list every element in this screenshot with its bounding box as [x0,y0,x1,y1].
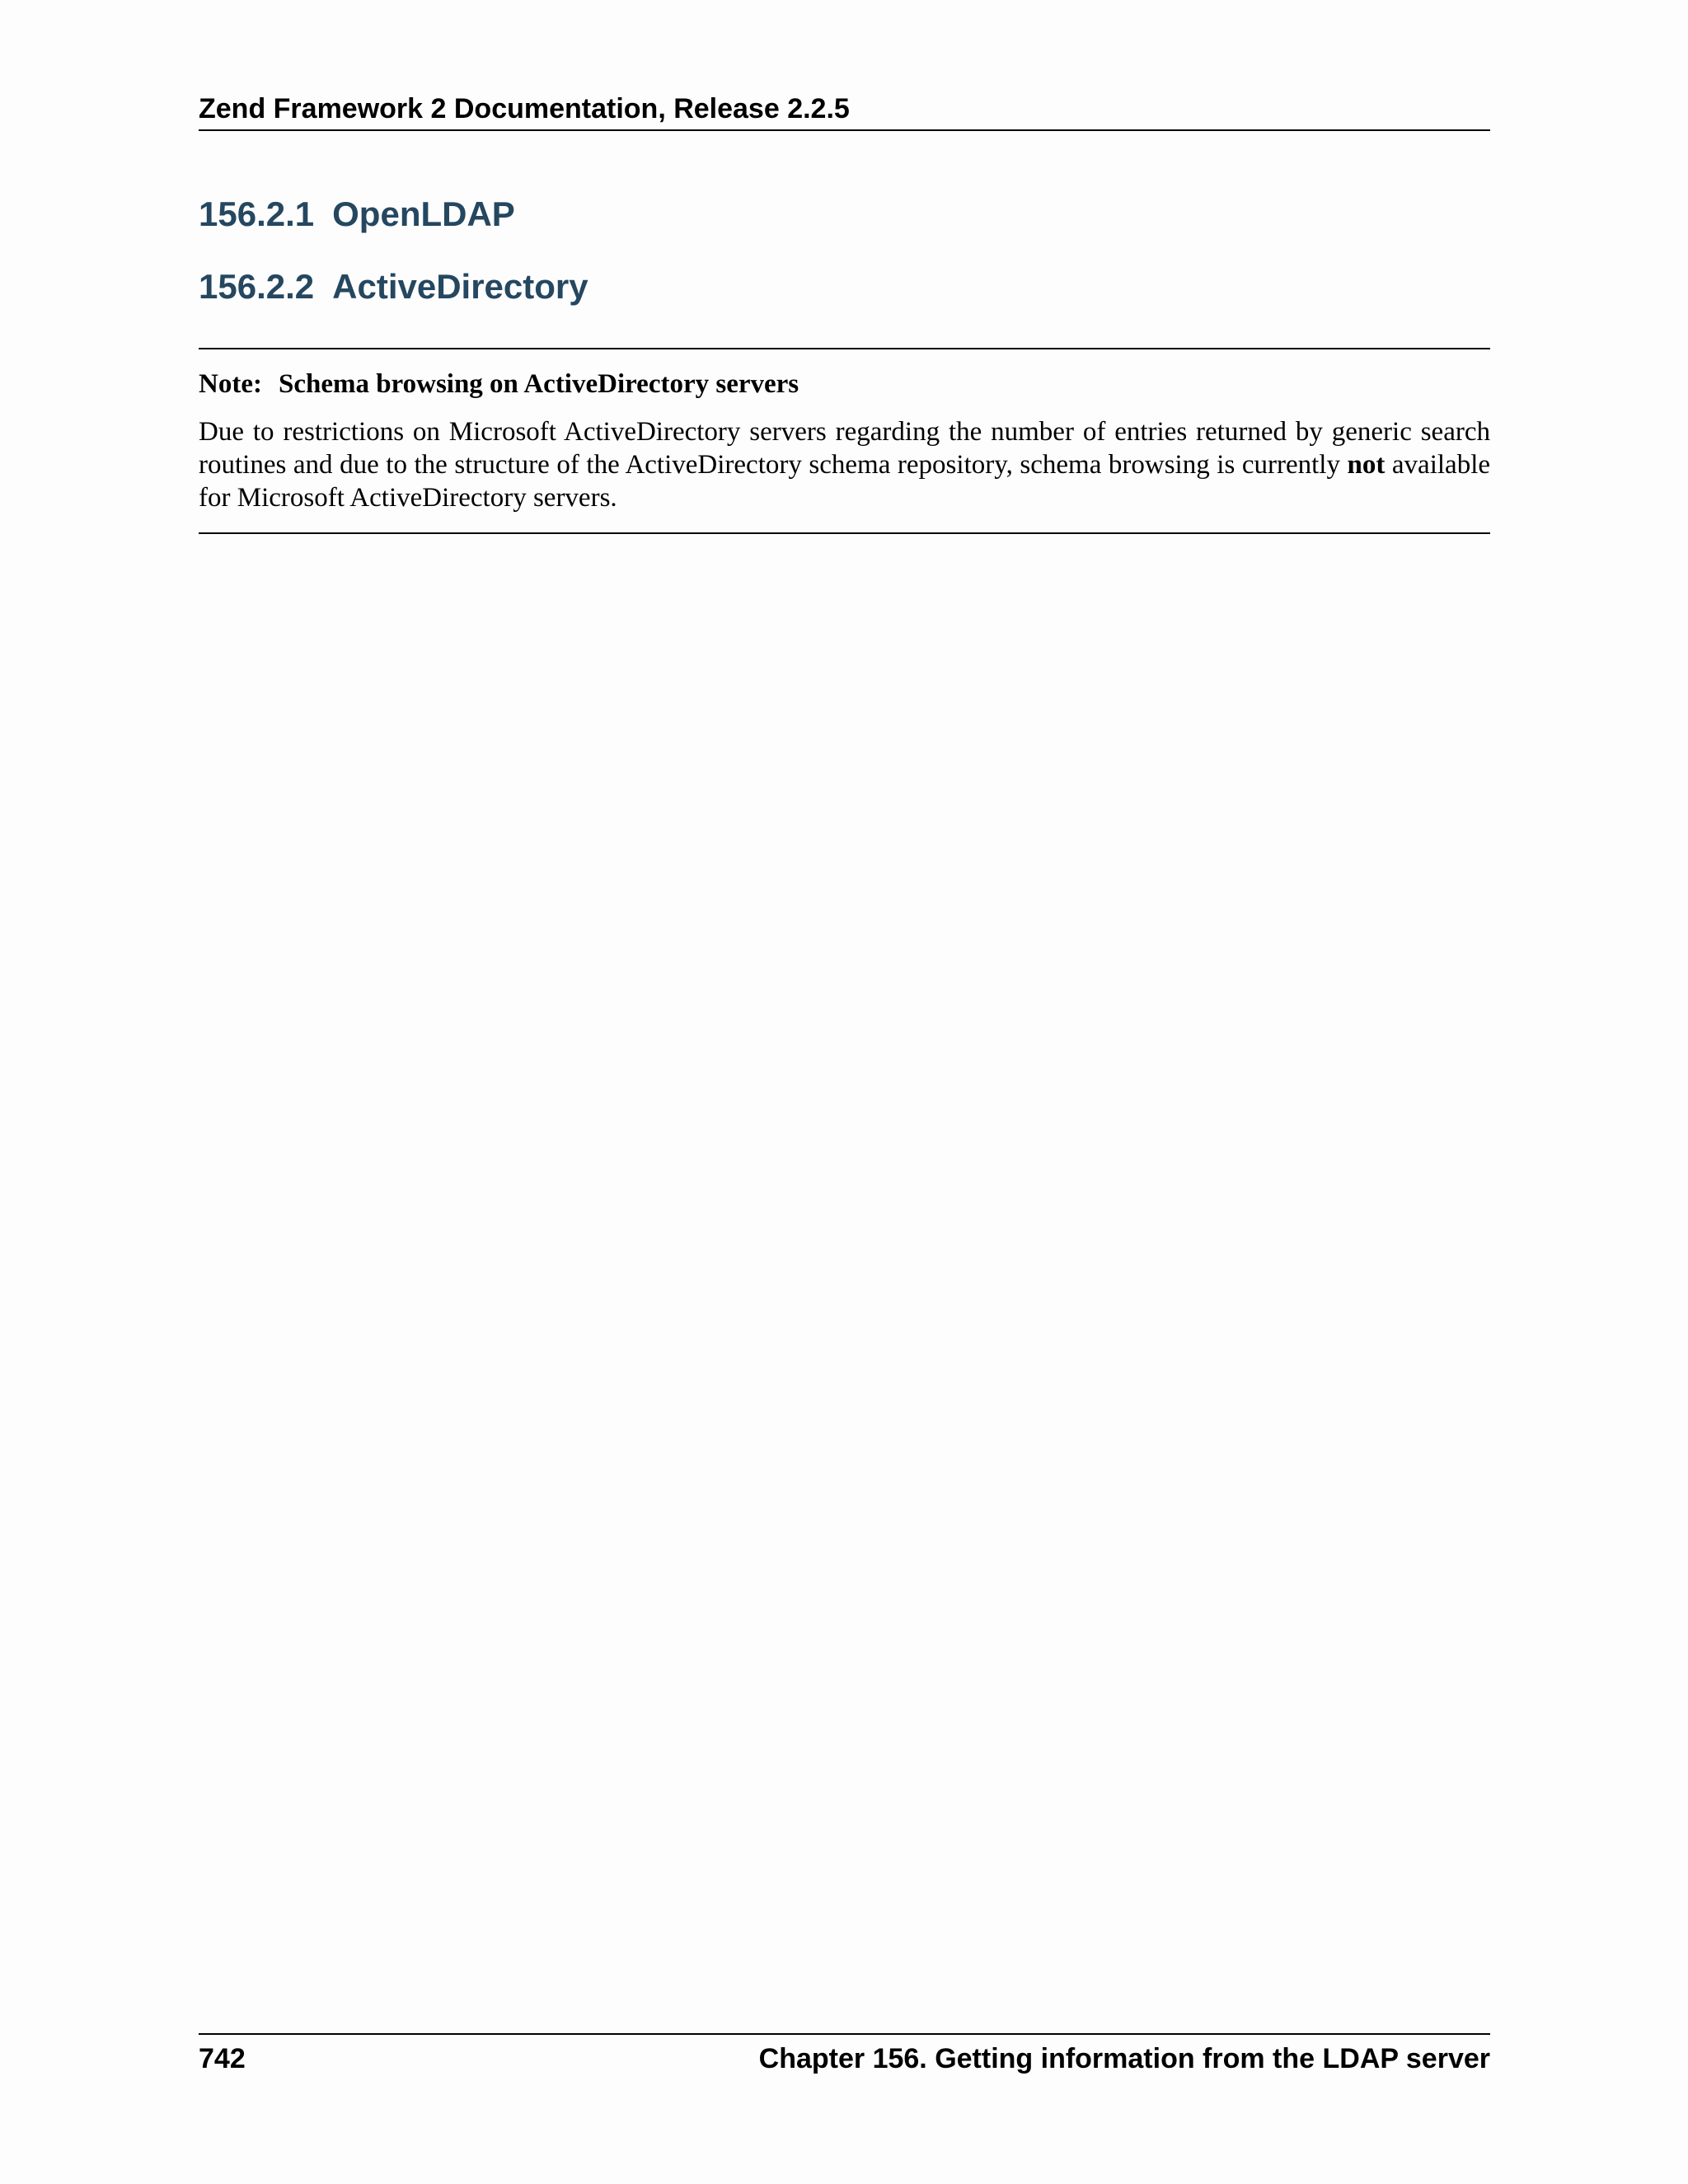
header-rule [199,129,1490,131]
note-body-line: Due to restrictions on Microsoft ActiveDirectory servers regarding the number of entries returned by generic search [199,417,1490,447]
footer-chapter-title: Chapter 156. Getting information from the LDAP server [758,2043,1490,2074]
note-title [199,368,1490,401]
section-heading-activedirectory [199,266,1490,307]
note-label: Note: [199,369,262,399]
document-page [199,0,1490,2184]
section-title: ActiveDirectory [332,267,588,306]
note-body-line: for Microsoft ActiveDirectory servers. [199,483,617,513]
section-number: 156.2.2 [199,267,315,306]
note-body [199,415,1490,514]
section-heading-openldap [199,194,1490,235]
note-heading: Schema browsing on ActiveDirectory servers [278,369,799,399]
running-header: Zend Framework 2 Documentation, Release 2.2.5 [199,93,850,124]
section-title: OpenLDAP [332,194,515,233]
section-number: 156.2.1 [199,194,315,233]
note-body-text: available [1385,450,1491,480]
footer-rule [199,2033,1490,2035]
note-body-line [199,448,1490,481]
page-number: 742 [199,2043,246,2074]
note-box [199,348,1490,534]
note-body-emphasis: not [1347,450,1386,480]
note-body-text: routines and due to the structure of the ActiveDirectory schema repository, schema browsing is currently [199,450,1348,480]
